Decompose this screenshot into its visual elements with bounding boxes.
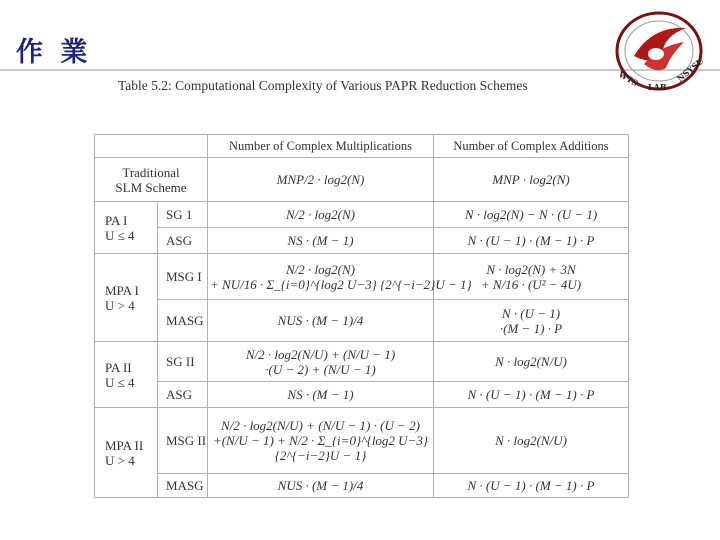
table-row <box>95 202 629 228</box>
sub-scheme: MSG I <box>158 254 208 300</box>
formula-line: ·(M − 1) · P <box>499 320 563 336</box>
table-row <box>95 382 629 408</box>
table-row <box>95 342 629 382</box>
scheme-name: MPA II <box>105 437 144 453</box>
table-row <box>95 474 629 498</box>
scheme-slm <box>95 158 208 202</box>
formula-line: ·(U − 2) + (N/U − 1) <box>265 361 376 377</box>
sub-scheme: MASG <box>158 300 208 342</box>
scheme-name: Traditional <box>122 164 180 180</box>
add-cell: N · (U − 1) · (M − 1) · P <box>434 382 629 408</box>
add-cell: N · log2(N/U) <box>434 342 629 382</box>
header-additions: Number of Complex Additions <box>434 135 629 158</box>
scheme-name: PA II <box>105 359 132 375</box>
mult-cell: NS · (M − 1) <box>208 228 434 254</box>
mult-cell: NUS · (M − 1)/4 <box>208 300 434 342</box>
table-row <box>95 158 629 202</box>
sub-scheme: MSG II <box>158 408 208 474</box>
sub-scheme: MASG <box>158 474 208 498</box>
svg-text:LAB: LAB <box>648 82 667 92</box>
sub-scheme: ASG <box>158 228 208 254</box>
scheme-name: SLM Scheme <box>115 179 187 195</box>
formula-line: N/2 · log2(N/U) + (N/U − 1) · (U − 2) <box>221 418 420 433</box>
scheme-condition: U ≤ 4 <box>105 227 135 243</box>
scheme-condition: U ≤ 4 <box>105 374 135 390</box>
scheme-mpa1 <box>95 254 158 342</box>
sub-scheme: SG II <box>158 342 208 382</box>
scheme-condition: U > 4 <box>105 297 135 313</box>
svg-text:WTS: WTS <box>617 69 640 89</box>
table-row <box>95 228 629 254</box>
formula-line: N · log2(N) + 3N <box>486 261 576 277</box>
mult-cell: NS · (M − 1) <box>208 382 434 408</box>
scheme-condition: U > 4 <box>105 452 135 468</box>
complexity-table <box>94 134 629 498</box>
header-blank <box>95 135 208 158</box>
slide-title: 作 業 <box>16 37 92 68</box>
formula-line: N/2 · log2(N/U) + (N/U − 1) <box>245 346 396 362</box>
formula-line: +(N/U − 1) + N/2 · Σ_{i=0}^{log2 U−3} <box>212 433 429 448</box>
add-cell: N · log2(N) − N · (U − 1) <box>434 202 629 228</box>
scheme-name: PA I <box>105 212 128 228</box>
scheme-name: MPA I <box>105 282 139 298</box>
table-caption: Table 5.2: Computational Complexity of Various PAPR Reduction Schemes <box>118 78 528 93</box>
formula-line: N · (U − 1) <box>501 305 561 321</box>
header-multiplications: Number of Complex Multiplications <box>208 135 434 158</box>
add-cell <box>434 300 629 342</box>
mult-cell <box>208 408 434 474</box>
slm-add: MNP · log2(N) <box>434 158 629 202</box>
formula-line: N/2 · log2(N) <box>286 261 355 277</box>
table-row <box>95 408 629 474</box>
mult-cell: N/2 · log2(N) <box>208 202 434 228</box>
formula-line: + N/16 · (U² − 4U) <box>480 276 582 292</box>
add-cell: N · (U − 1) · (M − 1) · P <box>434 228 629 254</box>
scheme-pa1 <box>95 202 158 254</box>
slm-mult: MNP/2 · log2(N) <box>208 158 434 202</box>
mult-cell <box>208 254 472 300</box>
sub-scheme: ASG <box>158 382 208 408</box>
mult-cell <box>208 342 434 382</box>
table-row <box>95 300 629 342</box>
table-row <box>95 254 629 300</box>
wts-lab-logo <box>604 6 714 96</box>
header-row <box>95 135 629 158</box>
add-cell: N · log2(N/U) <box>434 408 629 474</box>
sub-scheme: SG 1 <box>158 202 208 228</box>
scheme-pa2 <box>95 342 158 408</box>
add-cell: N · (U − 1) · (M − 1) · P <box>434 474 629 498</box>
formula-line: + NU/16 · Σ_{i=0}^{log2 U−3} {2^{−i−2}U − 1} <box>210 276 472 292</box>
mult-cell: NUS · (M − 1)/4 <box>208 474 434 498</box>
formula-line: {2^{−i−2}U − 1} <box>274 448 367 463</box>
svg-text:NSYSU: NSYSU <box>674 55 706 84</box>
scheme-mpa2 <box>95 408 158 498</box>
